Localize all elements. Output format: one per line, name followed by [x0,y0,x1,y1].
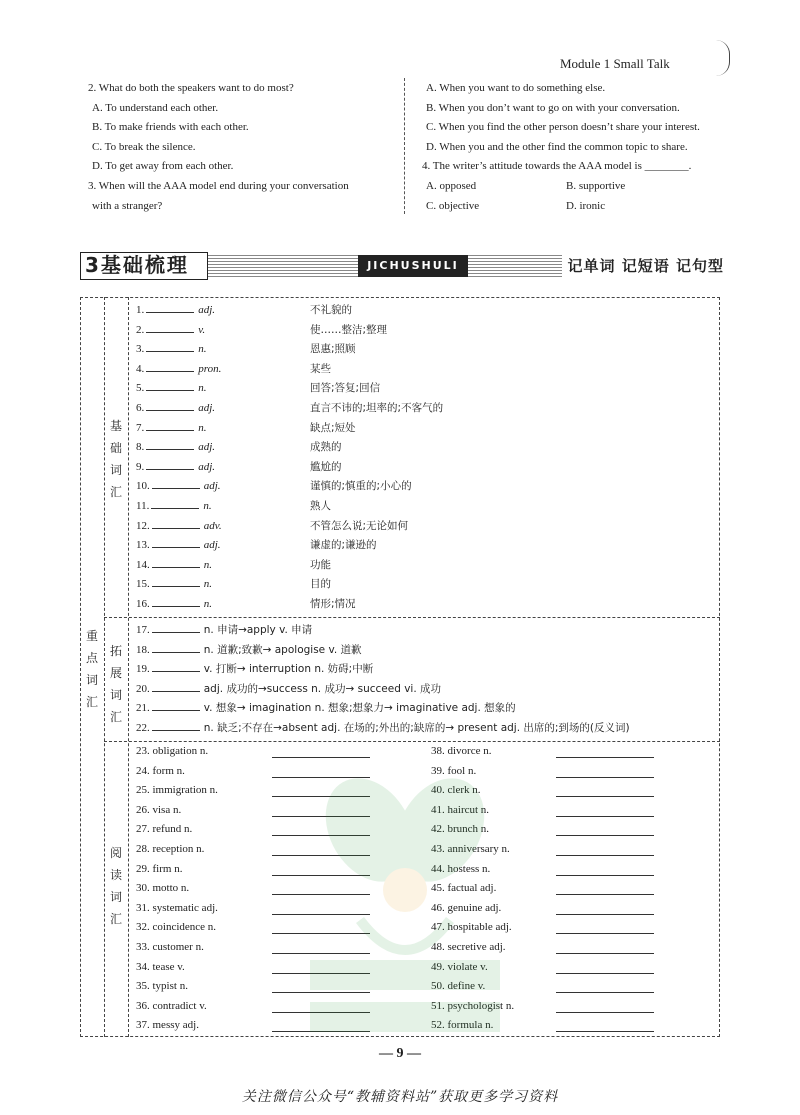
answer-blank [152,680,200,692]
reading-word: 42. brunch n. [431,823,490,836]
vocab-row [136,458,696,478]
item-number: 10. [136,480,150,493]
reading-word: 50. define v. [431,980,486,993]
answer-blank [272,757,370,758]
divider [104,297,105,1037]
word-derivation: n. 道歉;致歉→ apologise v. 道歉 [203,643,362,656]
item-number: 13. [136,539,150,552]
vocab-row [136,419,696,439]
vocab-row [136,301,696,321]
answer-option: A. opposed [426,180,477,192]
label-basic-vocabulary [109,415,123,503]
answer-blank [146,458,194,470]
item-number: 8. [136,441,145,454]
label-char: 阅 [109,846,122,860]
question-line: with a stranger? [92,199,163,212]
page-number: — 9 — [379,1046,421,1061]
answer-blank [272,777,370,778]
question-line: 4. The writer’s attitude towards the AAA model is ________. [422,160,692,173]
vocab-row [136,321,696,341]
divider [128,297,129,1037]
answer-blank [556,855,654,856]
part-of-speech: n. [203,558,212,571]
part-of-speech: n. [198,343,207,356]
part-of-speech: adj. [198,402,216,414]
answer-blank [152,517,200,529]
label-extended-vocabulary [109,640,123,728]
meaning: 恩惠;照顾 [310,343,356,356]
answer-blank [146,321,194,333]
answer-blank [152,621,200,633]
footer-note: 关注微信公众号“教辅资料站”获取更多学习资料 [241,1089,559,1105]
banner-stripes [468,255,562,277]
item-number: 5. [136,382,145,395]
reading-word: 48. secretive adj. [431,941,506,953]
item-number: 21. [136,702,150,715]
reading-word: 47. hospitable adj. [431,921,512,934]
meaning: 谨慎的;慎重的;小心的 [310,480,412,493]
item-number: 9. [136,460,145,473]
answer-blank [146,379,194,391]
meaning: 成熟的 [310,441,342,454]
answer-option: D. ironic [566,200,606,212]
item-number: 3. [136,343,145,356]
item-number: 20. [136,682,150,695]
question-line: D. To get away from each other. [92,160,234,173]
answer-blank [556,953,654,954]
question-line: C. To break the silence. [92,140,196,153]
item-number: 18. [136,643,150,656]
label-char: 重 [85,629,98,643]
answer-blank [556,796,654,797]
word-derivation: n. 缺乏;不存在→absent adj. 在场的;外出的;缺席的→ present adj. 出席的;到场的(反义词) [203,722,630,734]
vocab-row [136,680,716,700]
label-char: 展 [109,666,122,680]
part-of-speech: pron. [198,362,222,375]
meaning: 回答;答复;回信 [310,382,381,395]
part-of-speech: n. [198,382,207,395]
part-of-speech: adj. [198,441,216,454]
answer-blank [272,953,370,954]
item-number: 1. [136,304,145,316]
banner-subtitle: 记单词 记短语 记句型 [567,257,724,275]
question-line: A. To understand each other. [92,101,219,114]
answer-blank [556,1031,654,1032]
banner-title: 3基础梳理 [80,252,208,280]
reading-word: 30. motto n. [136,882,190,895]
answer-blank [556,992,654,993]
reading-word: 33. customer n. [136,941,204,953]
part-of-speech: n. [203,598,212,610]
question-line: D. When you and the other find the common topic to share. [426,140,688,153]
answer-blank [556,757,654,758]
question-line: 2. What do both the speakers want to do most? [88,82,294,94]
answer-blank [556,875,654,876]
reading-word: 23. obligation n. [136,745,209,757]
answer-blank [272,894,370,895]
label-reading-vocabulary [109,842,123,930]
part-of-speech: adj. [198,460,216,473]
reading-word: 43. anniversary n. [431,843,510,855]
label-char: 基 [109,419,122,433]
label-char: 础 [109,441,122,455]
answer-blank [556,914,654,915]
answer-blank [152,719,200,731]
item-number: 4. [136,362,145,375]
label-char: 汇 [85,695,98,709]
label-char: 汇 [109,710,122,724]
vocab-row [136,699,716,719]
label-char: 汇 [109,912,122,926]
item-number: 16. [136,598,150,610]
answer-blank [146,438,194,450]
answer-blank [152,536,200,548]
label-char: 拓 [109,644,122,658]
meaning: 熟人 [310,500,331,512]
reading-word: 35. typist n. [136,980,188,993]
reading-word: 38. divorce n. [431,745,492,757]
meaning: 使……整洁;整理 [310,323,388,336]
part-of-speech: adj. [203,539,221,552]
label-char: 汇 [109,485,122,499]
word-derivation: n. 申请→apply v. 申请 [203,624,313,636]
vocab-row [136,497,696,517]
word-derivation: v. 打断→ interruption n. 妨碍;中断 [203,663,374,676]
label-char: 词 [85,673,98,687]
answer-blank [152,556,200,568]
label-char: 词 [109,890,122,904]
label-char: 词 [109,688,122,702]
vocab-row [136,621,716,641]
question-line: B. To make friends with each other. [92,121,249,134]
section-banner [80,252,726,280]
question-line: C. When you find the other person doesn’t share your interest. [426,121,700,134]
vocab-row [136,719,716,739]
answer-blank [556,894,654,895]
vocab-row [136,575,696,595]
answer-blank [272,914,370,915]
answer-blank [146,399,194,411]
header-decoration [716,40,730,76]
item-number: 11. [136,500,150,512]
reading-word: 36. contradict v. [136,999,207,1012]
reading-word: 37. messy adj. [136,1019,199,1032]
label-char: 词 [109,463,122,477]
meaning: 尴尬的 [310,460,342,473]
reading-word: 26. visa n. [136,803,182,816]
question-line: 3. When will the AAA model end during your conversation [88,180,349,192]
meaning: 缺点;短处 [310,421,356,434]
reading-word: 27. refund n. [136,823,193,836]
answer-blank [556,816,654,817]
reading-word: 32. coincidence n. [136,921,217,934]
vocab-row [136,556,696,576]
answer-blank [152,699,200,711]
reading-word: 41. haircut n. [431,803,490,816]
reading-word: 24. form n. [136,764,185,777]
question-line: B. When you don’t want to go on with your conversation. [426,101,680,114]
reading-word: 29. firm n. [136,862,183,875]
answer-blank [272,933,370,934]
item-number: 15. [136,578,150,591]
part-of-speech: n. [203,500,212,512]
meaning: 不管怎么说;无论如何 [310,519,409,532]
reading-word: 49. violate v. [431,960,488,973]
answer-blank [152,575,200,587]
answer-blank [152,641,200,653]
part-of-speech: v. [198,323,206,336]
part-of-speech: adj. [203,480,221,493]
vocab-row [136,340,696,360]
meaning: 某些 [310,362,331,375]
vocab-row [136,438,696,458]
vocab-row [136,517,696,537]
column-divider [404,78,405,214]
part-of-speech: n. [198,421,207,434]
page-header-title: Module 1 Small Talk [560,56,670,71]
answer-blank [556,1012,654,1013]
reading-word: 39. fool n. [431,764,477,777]
item-number: 14. [136,558,150,571]
vocab-row [136,660,716,680]
item-number: 22. [136,722,150,734]
answer-blank [146,340,194,352]
vocab-row [136,360,696,380]
answer-blank [272,973,370,974]
divider [104,617,720,618]
answer-option: C. objective [426,200,480,212]
answer-blank [272,816,370,817]
item-number: 17. [136,624,150,636]
item-number: 7. [136,421,145,434]
answer-blank [556,973,654,974]
answer-blank [146,301,194,313]
answer-blank [272,796,370,797]
label-char: 读 [109,868,122,882]
reading-word: 34. tease v. [136,960,185,973]
reading-word: 52. formula n. [431,1019,494,1032]
meaning: 直言不讳的;坦率的;不客气的 [310,402,444,414]
meaning: 不礼貌的 [310,304,352,316]
answer-blank [272,992,370,993]
reading-word: 44. hostess n. [431,862,491,875]
vocab-row [136,641,716,661]
answer-blank [556,933,654,934]
answer-blank [272,1031,370,1032]
vocab-row [136,399,696,419]
item-number: 19. [136,663,150,676]
part-of-speech: adv. [203,519,222,532]
vocab-row [136,595,696,615]
reading-word: 46. genuine adj. [431,901,502,914]
part-of-speech: n. [203,578,212,591]
answer-blank [272,835,370,836]
part-of-speech: adj. [198,304,216,316]
answer-blank [146,419,194,431]
label-char: 点 [85,651,98,665]
reading-word: 45. factual adj. [431,882,497,895]
reading-word: 40. clerk n. [431,784,481,797]
answer-blank [152,660,200,672]
answer-blank [152,477,200,489]
meaning: 情形;情况 [310,598,356,610]
answer-blank [152,595,200,607]
meaning: 目的 [310,578,331,591]
answer-blank [556,777,654,778]
reading-word: 28. reception n. [136,843,205,855]
answer-option: B. supportive [566,180,626,192]
banner-pinyin: JICHUSHULI [358,255,468,277]
item-number: 6. [136,402,145,414]
item-number: 2. [136,323,145,336]
meaning: 功能 [310,558,331,571]
reading-word: 31. systematic adj. [136,901,218,914]
vocab-row [136,477,696,497]
answer-blank [556,835,654,836]
vocab-row [136,379,696,399]
banner-stripes [208,255,358,277]
reading-word: 51. psychologist n. [431,999,515,1012]
answer-blank [272,855,370,856]
reading-word: 25. immigration n. [136,784,218,797]
answer-blank [272,1012,370,1013]
meaning: 谦虚的;谦逊的 [310,539,377,552]
answer-blank [146,360,194,372]
item-number: 12. [136,519,150,532]
answer-blank [151,497,199,509]
label-key-vocabulary [85,625,99,713]
vocab-row [136,536,696,556]
answer-blank [272,875,370,876]
question-line: A. When you want to do something else. [426,82,606,94]
word-derivation: adj. 成功的→success n. 成功→ succeed vi. 成功 [203,682,442,695]
word-derivation: v. 想象→ imagination n. 想象;想象力→ imaginative adj. 想象的 [203,702,516,715]
